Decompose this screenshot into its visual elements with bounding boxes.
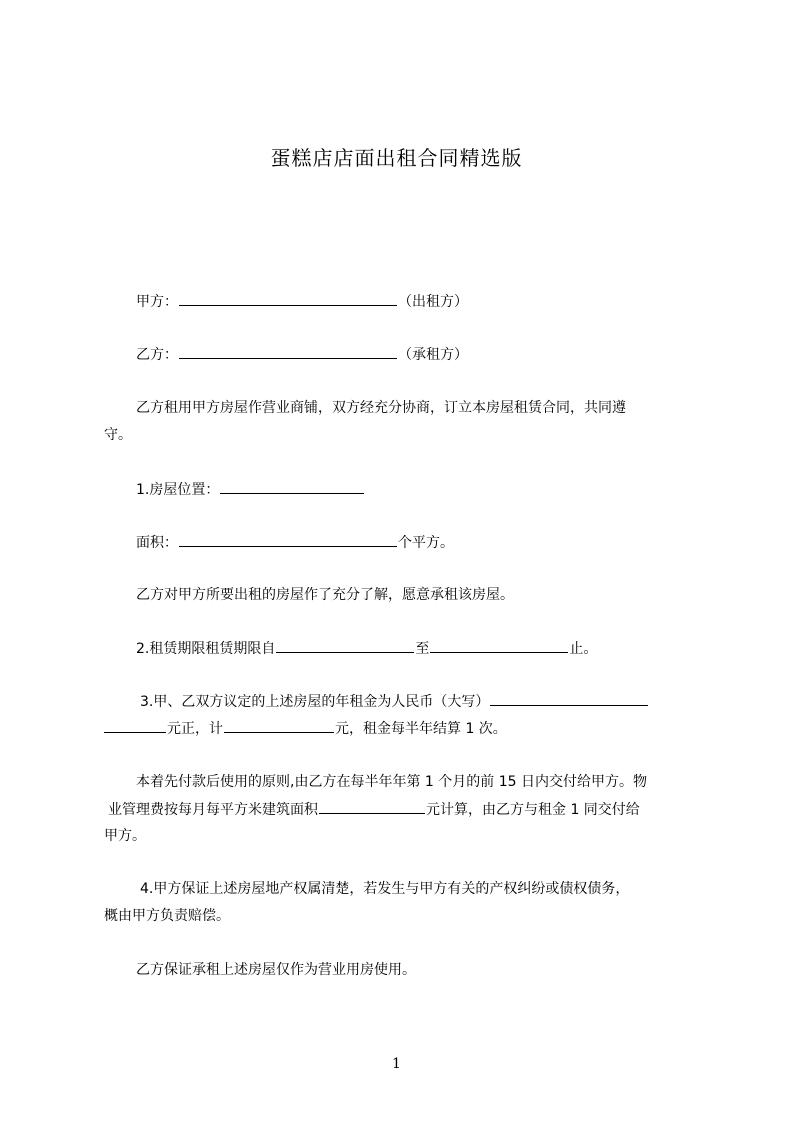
party-b-line	[136, 344, 468, 365]
page-number: 1	[392, 1056, 401, 1072]
party-b-label: 乙方：	[136, 347, 178, 363]
clause1-area-line	[136, 532, 454, 553]
payment-line2-b: 元计算，由乙方与租金 1 同交付给	[426, 802, 640, 818]
area-blank	[179, 532, 397, 547]
clause1-understanding: 乙方对甲方所要出租的房屋作了充分了解，愿意承租该房屋。	[136, 587, 514, 603]
intro-line-1: 乙方租用甲方房屋作营业商铺，双方经充分协商，订立本房屋租赁合同，共同遵	[136, 400, 626, 416]
clause3-line-1	[140, 691, 649, 712]
party-a-line	[136, 291, 468, 312]
clause2-end: 止。	[569, 641, 598, 657]
clause2-to: 至	[415, 641, 430, 657]
party-a-role: （出租方）	[398, 294, 468, 310]
clause3-yuan-rest: 元，租金每半年结算 1 次。	[335, 721, 507, 737]
payment-line2-a: 业管理费按每月每平方米建筑面积	[108, 802, 318, 818]
rent-words-blank	[490, 691, 648, 706]
clause2-line	[136, 638, 597, 659]
party-b-role: （承租方）	[398, 347, 468, 363]
clause3-yuan-zheng: 元正，计	[167, 721, 223, 737]
party-b-blank	[179, 344, 397, 359]
clause4-line-2: 概由甲方负责赔偿。	[104, 908, 230, 924]
end-date-blank	[430, 638, 568, 653]
location-label: 1.房屋位置：	[136, 482, 220, 498]
rent-amount-blank	[224, 718, 334, 733]
start-date-blank	[276, 638, 414, 653]
usage-line: 乙方保证承租上述房屋仅作为营业用房使用。	[136, 962, 416, 978]
area-unit: 个平方。	[398, 535, 454, 551]
clause1-location-line	[136, 479, 365, 500]
clause4-line-1: 4.甲方保证上述房屋地产权属清楚，若发生与甲方有关的产权纠纷或债权债务，	[140, 881, 630, 897]
document-title: 蛋糕店店面出租合同精选版	[270, 146, 523, 170]
intro-line-2: 守。	[104, 427, 132, 443]
clause3-text: 3.甲、乙双方议定的上述房屋的年租金为人民币（大写）	[140, 694, 490, 710]
area-label: 面积：	[136, 535, 178, 551]
payment-line-1: 本着先付款后使用的原则,由乙方在每半年年第 1 个月的前 15 日内交付给甲方。物	[136, 774, 647, 790]
rent-words-blank-cont	[104, 718, 166, 733]
location-blank	[220, 479, 364, 494]
clause2-label: 2.租赁期限租赁期限自	[136, 641, 276, 657]
clause3-line-2	[104, 718, 507, 739]
party-a-label: 甲方：	[136, 294, 178, 310]
payment-line-2	[108, 799, 640, 820]
payment-line-3: 甲方。	[104, 828, 146, 844]
management-fee-blank	[319, 799, 425, 814]
party-a-blank	[179, 291, 397, 306]
